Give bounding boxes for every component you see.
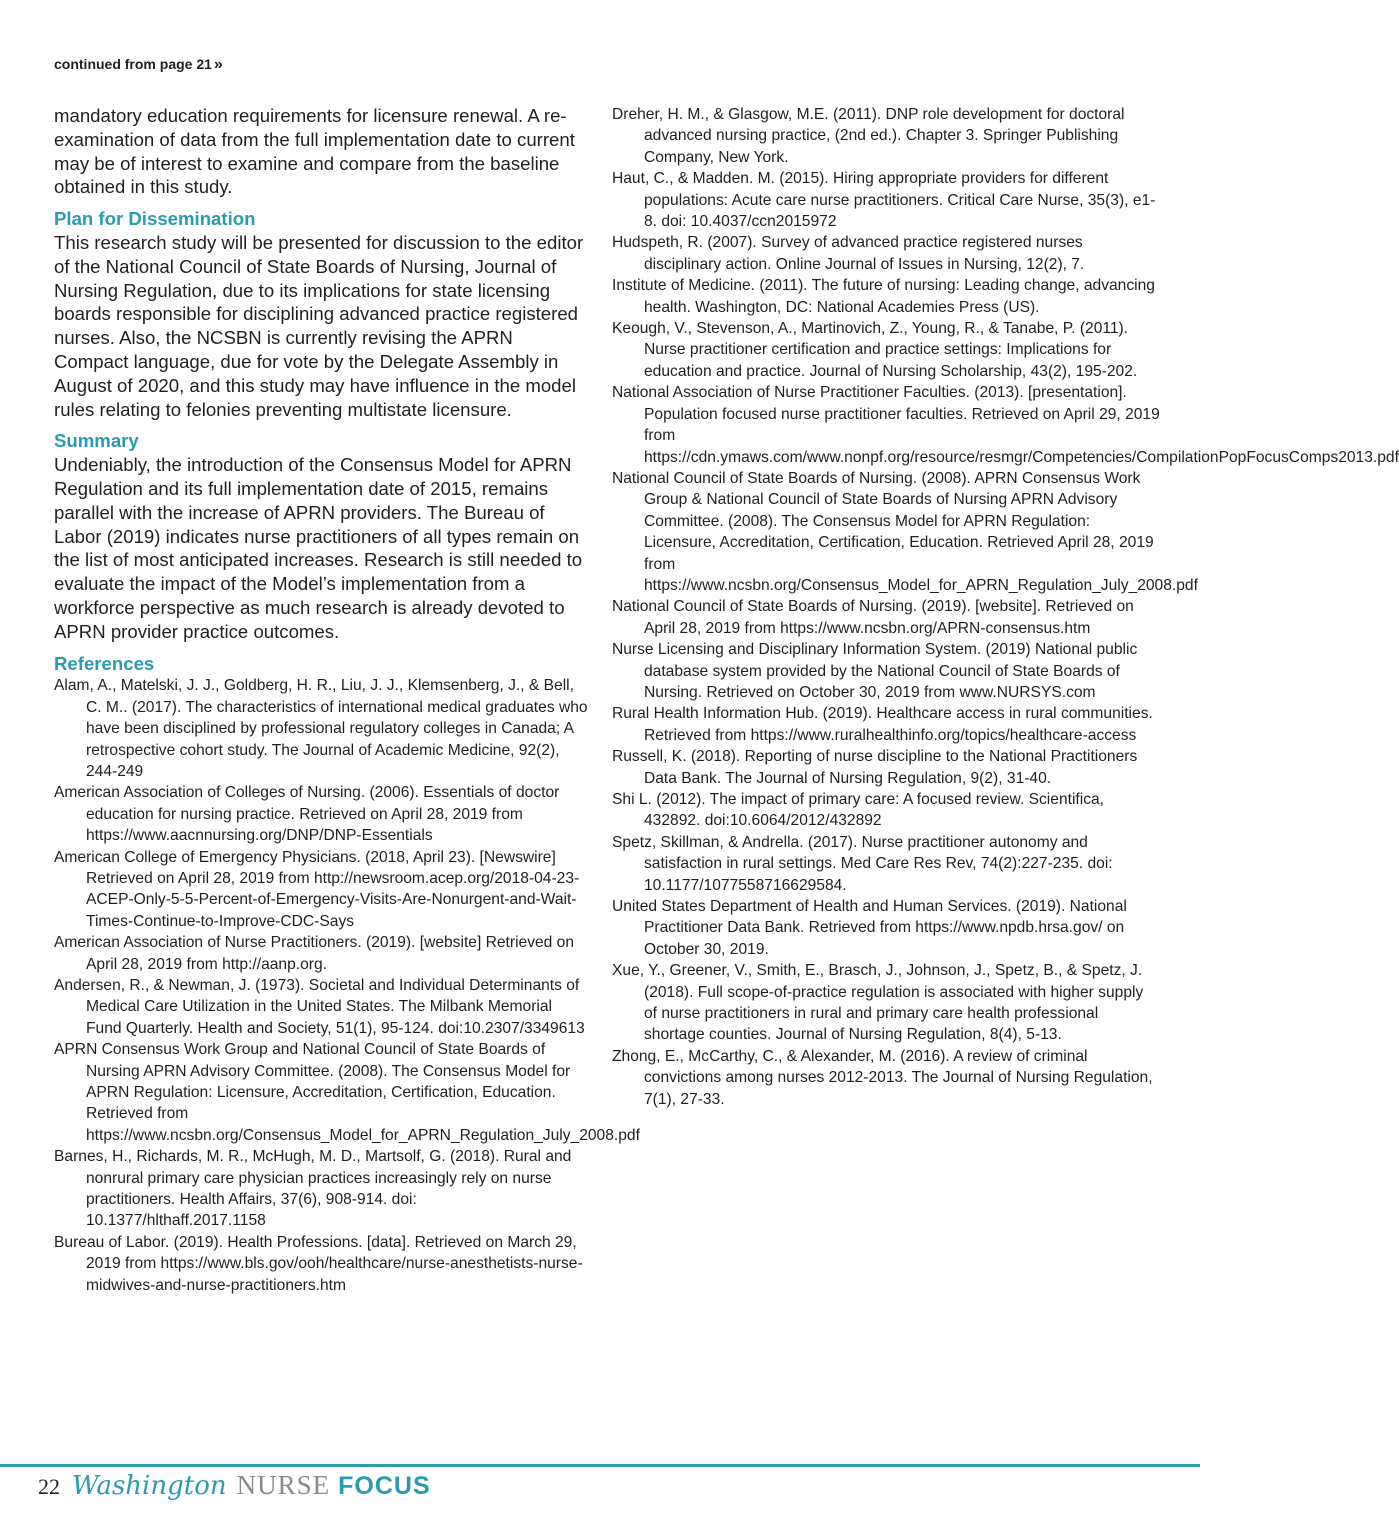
right-column [612, 104, 1399, 1110]
masthead-focus: FOCUS [338, 1472, 431, 1500]
reference-item: Russell, K. (2018). Reporting of nurse discipline to the National Practitioners Data Bank. The Journal of Nursing Regulation, 9(2), 31-40. [612, 748, 1138, 787]
summary-heading: Summary [54, 430, 139, 452]
double-chevron-icon: » [213, 56, 223, 73]
reference-item: National Council of State Boards of Nursing. (2008). APRN Consensus Work Group & National Council of State Boards of Nursing APRN Advisory Committee. (2008). The Consensus Model for APRN Regulation: Licensure, Accreditation, Certification, Education. Retrieved April 28, 2019 from https://www.ncsbn.org/Consensus_Model_for_APRN_Regulation_July_2008.pdf [612, 469, 1198, 594]
reference-item: Dreher, H. M., & Glasgow, M.E. (2011). DNP role development for doctoral advanced nursing practice, (2nd ed.). Chapter 3. Springer Publishing Company, New York. [612, 106, 1125, 166]
intro-paragraph: mandatory education requirements for licensure renewal. A re-examination of data from the full implementation date to current may be of interest to examine and compare from the baseline obtained in this study. [54, 105, 575, 198]
dissemination-paragraph: This research study will be presented for discussion to the editor of the National Council of State Boards of Nursing, Journal of Nursing Regulation, due to its implications for state licensing boards responsible for disciplining advanced practice registered nurses. Also, the NCSBN is currently revising the APRN Compact language, due for vote by the Delegate Assembly in August of 2020, and this study may have influence in the model rules relating to felonies preventing multistate licensure. [54, 231, 584, 420]
reference-item: Spetz, Skillman, & Andrella. (2017). Nurse practitioner autonomy and satisfaction in rural settings. Med Care Res Rev, 74(2):227-235. doi: 10.1177/1077558716629584. [612, 833, 1113, 894]
footer [38, 1470, 431, 1510]
summary-paragraph: Undeniably, the introduction of the Consensus Model for APRN Regulation and its full implementation date of 2015, remains parallel with the increase of APRN providers. The Bureau of Labor (2019) indicates nurse practitioners of all types remain on the list of most anticipated increases. Research is still needed to evaluate the impact of the Model’s implementation from a workforce perspective as much research is already devoted to APRN provider practice outcomes. [54, 454, 583, 642]
reference-item: Institute of Medicine. (2011). The future of nursing: Leading change, advancing health. Washington, DC: National Academies Press (US). [612, 277, 1155, 316]
reference-item: Nurse Licensing and Disciplinary Information System. (2019) National public database system provided by the National Council of State Boards of Nursing. Retrieved on October 30, 2019 from www.NURSYS.com [612, 641, 1138, 701]
footer-rule [0, 1464, 1200, 1467]
reference-list-right [612, 104, 1399, 1110]
reference-item: Zhong, E., McCarthy, C., & Alexander, M. (2016). A review of criminal convictions among nurses 2012-2013. The Journal of Nursing Regulation, 7(1), 27-33. [612, 1047, 1153, 1108]
reference-item: American College of Emergency Physicians. (2018, April 23). [Newswire] Retrieved on April 28, 2019 from http://newsroom.acep.org/2018-04-23-ACEP-Only-5-5-Percent-of-Emergency-Visits-Are-Nonurgent-and-Wait-Times-Continue-to-Improve-CDC-Says [54, 848, 580, 930]
reference-item: Haut, C., & Madden. M. (2015). Hiring appropriate providers for different populations: Acute care nurse practitioners. Critical Care Nurse, 35(3), e1-8. doi: 10.4037/ccn2015972 [612, 170, 1156, 231]
reference-item: Shi L. (2012). The impact of primary care: A focused review. Scientifica, 432892. doi:10.6064/2012/432892 [612, 791, 1105, 830]
reference-item: American Association of Nurse Practitioners. (2019). [website] Retrieved on April 28, 2019 from http://aanp.org. [54, 934, 575, 973]
left-column [54, 104, 640, 1296]
reference-item: National Association of Nurse Practitioner Faculties. (2013). [presentation]. Population focused nurse practitioner faculties. Retrieved on April 29, 2019 from https://cdn.ymaws.com/www.nonpf.org/resource/resmgr/Competencies/CompilationPopFocusComps2013.pdf [612, 384, 1399, 466]
reference-item: Keough, V., Stevenson, A., Martinovich, Z., Young, R., & Tanabe, P. (2011). Nurse practitioner certification and practice settings: Implications for education and practice. Journal of Nursing Scholarship, 43(2), 195-202. [612, 320, 1138, 380]
reference-item: Rural Health Information Hub. (2019). Healthcare access in rural communities. Retrieved from https://www.ruralhealthinfo.org/topics/healthcare-access [612, 705, 1153, 744]
continued-text: continued from page 21 [54, 56, 212, 72]
references-heading: References [54, 652, 155, 674]
reference-item: Alam, A., Matelski, J. J., Goldberg, H. R., Liu, J. J., Klemsenberg, J., & Bell, C. M.. (2017). The characteristics of international medical graduates who have been disciplined by professional regulatory colleges in Canada; A retrospective cohort study. The Journal of Academic Medicine, 92(2), 244-249 [54, 677, 588, 780]
reference-list-left [54, 675, 640, 1296]
reference-item: National Council of State Boards of Nursing. (2019). [website]. Retrieved on April 28, 2019 from https://www.ncsbn.org/APRN-consensus.htm [612, 598, 1134, 637]
dissemination-heading: Plan for Dissemination [54, 208, 256, 230]
page-number: 22 [38, 1474, 60, 1499]
reference-item: Barnes, H., Richards, M. R., McHugh, M. D., Martsolf, G. (2018). Rural and nonrural primary care physician practices increasingly rely on nurse practitioners. Health Affairs, 37(6), 908-914. doi: 10.1377/hlthaff.2017.1158 [54, 1148, 572, 1230]
reference-item: United States Department of Health and Human Services. (2019). National Practitioner Data Bank. Retrieved from https://www.npdb.hrsa.gov/ on October 30, 2019. [612, 898, 1127, 958]
reference-item: American Association of Colleges of Nursing. (2006). Essentials of doctor education for nursing practice. Retrieved on April 28, 2019 from https://www.aacnnursing.org/DNP/DNP-Essentials [54, 784, 560, 845]
reference-item: APRN Consensus Work Group and National Council of State Boards of Nursing APRN Advisory Committee. (2008). The Consensus Model for APRN Regulation: Licensure, Accreditation, Certification, Education. Retrieved from https://www.ncsbn.org/Consensus_Model_for_APRN_Regulation_July_2008.pdf [54, 1041, 640, 1144]
masthead-washington: Washington [72, 1471, 227, 1501]
reference-item: Bureau of Labor. (2019). Health Professions. [data]. Retrieved on March 29, 2019 from https://www.bls.gov/ooh/healthcare/nurse-anesthetists-nurse-midwives-and-nurse-practitioners.htm [54, 1233, 583, 1294]
masthead-nurse: NURSE [236, 1470, 331, 1500]
reference-item: Hudspeth, R. (2007). Survey of advanced practice registered nurses disciplinary action. Online Journal of Issues in Nursing, 12(2), 7. [612, 234, 1085, 273]
continued-from-note [54, 56, 223, 74]
reference-item: Andersen, R., & Newman, J. (1973). Societal and Individual Determinants of Medical Care Utilization in the United States. The Milbank Memorial Fund Quarterly. Health and Society, 51(1), 95-124. doi:10.2307/3349613 [54, 977, 585, 1037]
reference-item: Xue, Y., Greener, V., Smith, E., Brasch, J., Johnson, J., Spetz, B., & Spetz, J. (2018). Full scope-of-practice regulation is associated with higher supply of nurse practitioners in rural and primary care health professional shortage counties. Journal of Nursing Regulation, 8(4), 5-13. [612, 962, 1144, 1044]
